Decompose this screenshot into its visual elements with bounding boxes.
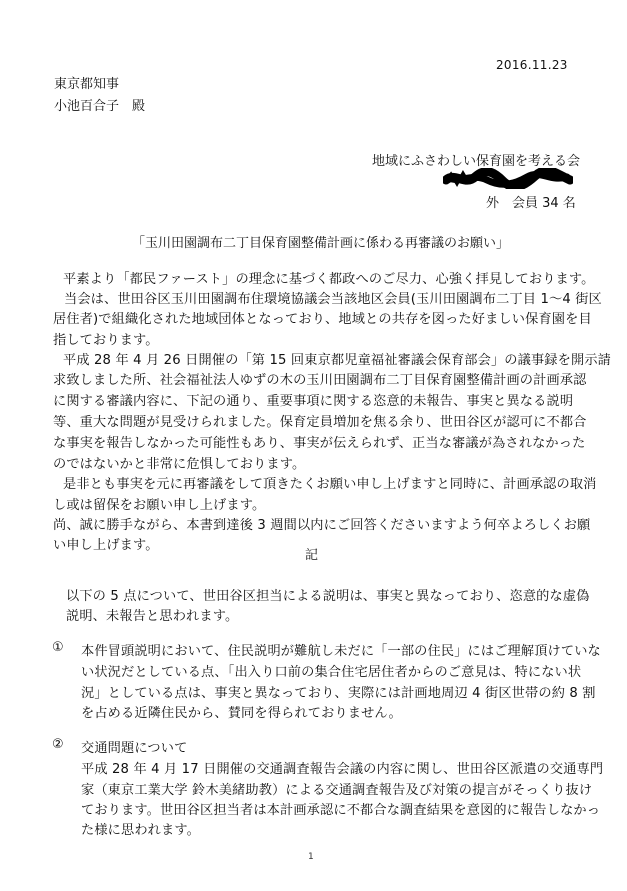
- addressee-title: 東京都知事: [54, 77, 120, 92]
- intro-line: 居住者)で組織化された地域団体となっており、地域との共存を図った好ましい保育園を目: [53, 312, 592, 327]
- item-line: た様に思われます。: [81, 823, 200, 838]
- item-number: ①: [52, 640, 64, 655]
- intro-line: 等、重大な問題が見受けられました。保育定員増加を焦る余り、世田谷区が認可に不都合: [53, 415, 587, 430]
- intro-line: のではないかと非常に危惧しております。: [53, 457, 306, 472]
- intro-line: に関する審議内容に、下記の通り、重要事項に関する恣意的未報告、事実と異なる説明: [53, 394, 574, 409]
- item-number: ②: [52, 737, 64, 752]
- intro-line: 是非とも事実を元に再審議をして頂きたくお願い申し上げますと同時に、計画承認の取消: [63, 477, 597, 492]
- document-date: 2016.11.23: [496, 58, 568, 72]
- intro-line: 指しております。: [53, 333, 159, 348]
- request-title: 「玉川田園調布二丁目保育園整備計画に係わる再審議のお願い」: [132, 236, 510, 251]
- item-line: ております。世田谷区担当者は本計画承認に不都合な調査結果を意図的に報告しなかっ: [81, 803, 601, 818]
- intro-line: し或は留保をお願い申し上げます。: [53, 498, 266, 513]
- sender-members: 外 会員 34 名: [486, 196, 576, 211]
- item-heading: 交通問題について: [81, 741, 188, 756]
- intro-line: い申し上げます。: [53, 538, 159, 553]
- intro-line: 平成 28 年 4 月 26 日開催の「第 15 回東京都児童福祉審議会保育部会」の議事録を開示請: [63, 353, 611, 368]
- item-line: 平成 28 年 4 月 17 日開催の交通調査報告会議の内容に関し、世田谷区派遣の交通専門: [81, 762, 604, 777]
- intro-line: 尚、誠に勝手ながら、本書到達後 3 週間以内にご回答くださいますよう何卒よろしくお願: [53, 518, 591, 533]
- intro-line: な事実を報告しなかった可能性もあり、事実が伝えられず、正当な審議が為されなかった: [53, 436, 586, 451]
- redaction-mark: [443, 168, 573, 189]
- intro-line: 平素より「都民ファースト」の理念に基づく都政へのご尽力、心強く拝見しております。: [63, 272, 595, 287]
- item-line: い状況だとしている点、「出入り口前の集合住宅居住者からのご意見は、特にない状: [81, 665, 582, 680]
- intro-line: 当会は、世田谷区玉川田園調布住環境協議会当該地区会員(玉川田園調布二丁目 1～4 街区: [64, 292, 602, 307]
- item-line: 本件冒頭説明において、住民説明が難航し未だに「一部の住民」にはご理解頂けていな: [81, 644, 601, 659]
- item-line: 況」としている点は、事実と異なっており、実際には計画地周辺 4 街区世帯の約 8 割: [81, 686, 596, 701]
- page-number: 1: [308, 852, 314, 862]
- lead-line: 説明、未報告と思われます。: [66, 609, 239, 624]
- addressee-name: 小池百合子 殿: [54, 99, 146, 114]
- ki-heading: 記: [305, 548, 319, 563]
- intro-line: 求致しました所、社会福祉法人ゆずの木の玉川田園調布二丁目保育園整備計画の計画承認: [53, 373, 587, 388]
- lead-line: 以下の 5 点について、世田谷区担当による説明は、事実と異なっており、恣意的な虚偽: [66, 589, 590, 604]
- item-line: を占める近隣住民から、賛同を得られておりません。: [81, 706, 402, 721]
- item-line: 家（東京工業大学 鈴木美緒助教）による交通調査報告及び対策の提言がそっくり抜け: [81, 783, 593, 798]
- sender-organization: 地域にふさわしい保育園を考える会: [372, 154, 581, 169]
